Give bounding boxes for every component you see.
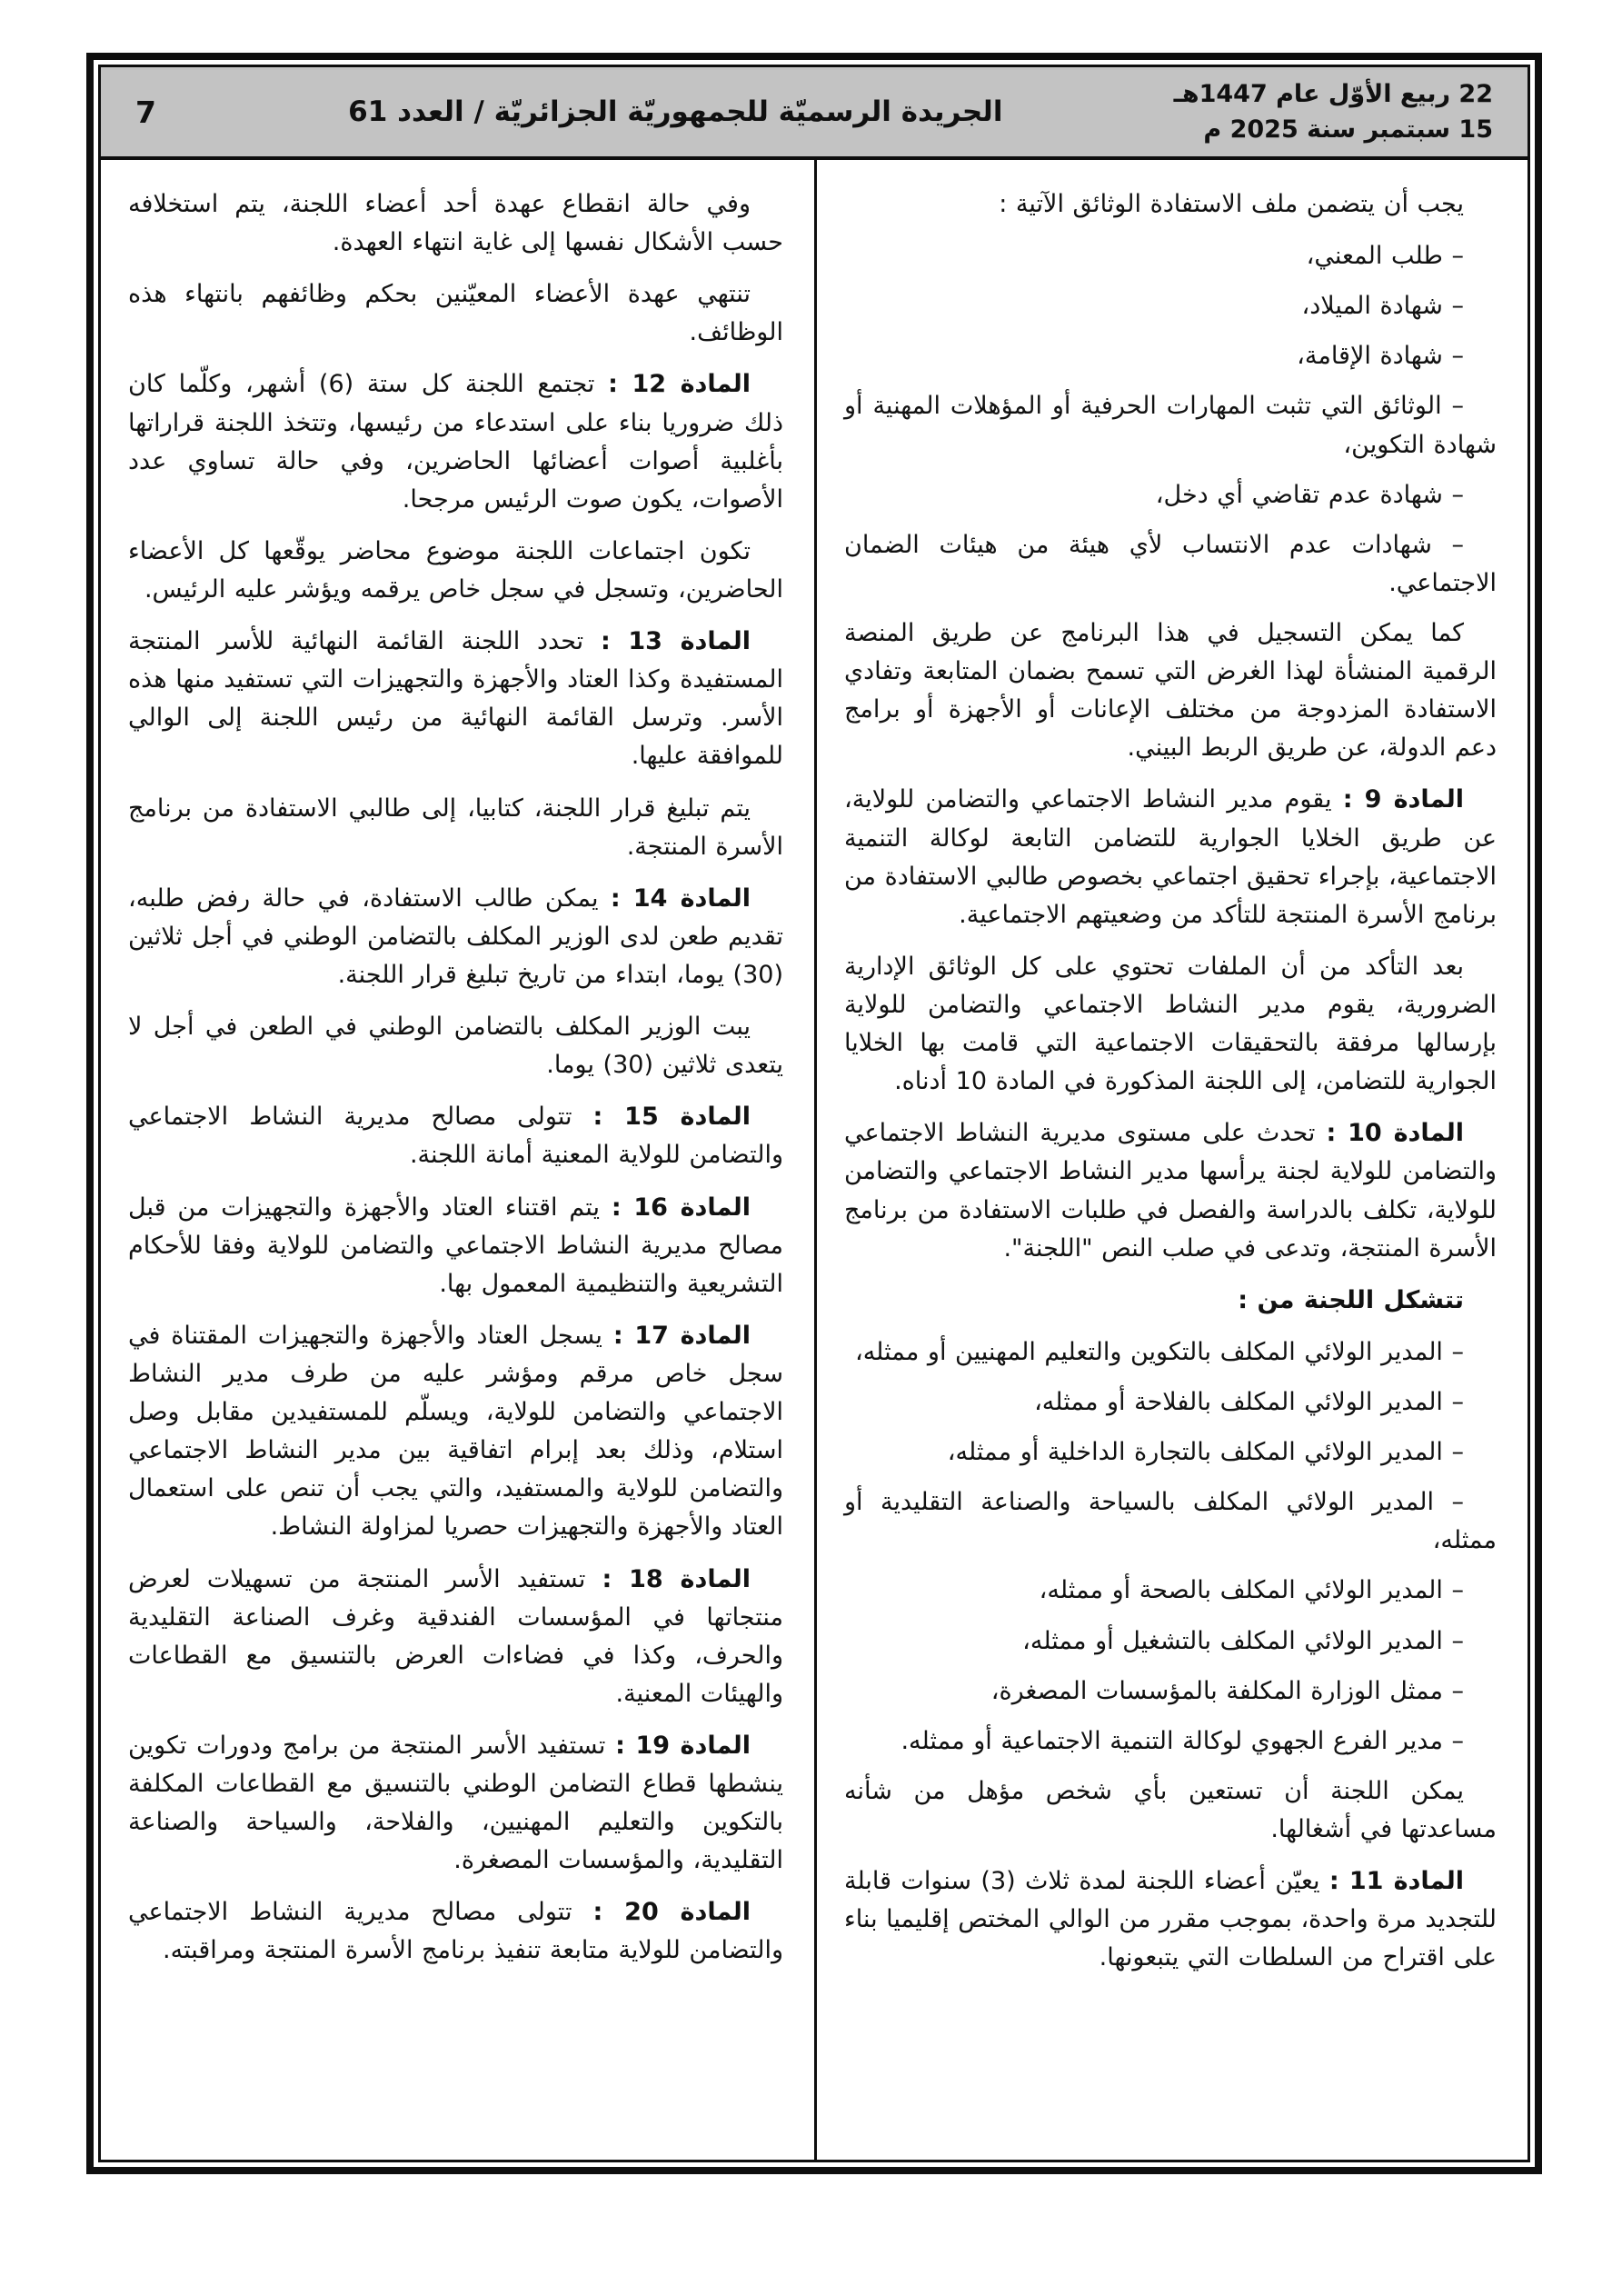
column-right: [814, 160, 1527, 2160]
article-number-label: المادة 9 :: [1342, 785, 1465, 814]
paragraph: تنتهي عهدة الأعضاء المعيّنين بحكم وظائفهم بانتهاء هذه الوظائف.: [128, 280, 783, 347]
article-paragraph: المادة 14 : يمكن طالب الاستفادة، في حالة رفض طلبه، تقديم طعن لدى الوزير المكلف بالتضامن الوطني في أجل ثلاثين (30) يوما، ابتداء من تاريخ تبليغ قرار اللجنة.: [128, 883, 783, 989]
paragraph: تكون اجتماعات اللجنة موضوع محاضر يوقّعها كل الأعضاء الحاضرين، وتسجل في سجل خاص يرقمه ويؤشر عليه الرئيس.: [128, 536, 783, 604]
article-number-label: المادة 19 :: [615, 1731, 751, 1760]
list-item: – المدير الولائي المكلف بالسياحة والصناعة التقليدية أو ممثله،: [844, 1488, 1497, 1555]
article-number-label: المادة 11 :: [1328, 1867, 1464, 1896]
list-item: – المدير الولائي المكلف بالتجارة الداخلية أو ممثله،: [947, 1438, 1464, 1467]
section-heading: تتشكل اللجنة من :: [1238, 1285, 1464, 1314]
list-item: – الوثائق التي تثبت المهارات الحرفية أو المؤهلات المهنية أو شهادة التكوين،: [844, 392, 1497, 459]
article-paragraph: المادة 17 : يسجل العتاد والأجهزة والتجهيزات المقتناة في سجل خاص مرقم ومؤشر عليه من طرف مدير النشاط الاجتماعي والتضامن للولاية، ويسلّم للمستفيدين مقابل وصل استلام، وذلك بعد إبرام اتفاقية بين مدير النشاط الاجتماعي والتضامن للولاية والمستفيد، والتي يجب أن تنص على استعمال العتاد والأجهزة والتجهيزات حصريا لمزاولة النشاط.: [128, 1321, 783, 1542]
list-item: – المدير الولائي المكلف بالفلاحة أو ممثله،: [1034, 1387, 1464, 1416]
list-item: – شهادة عدم تقاضي أي دخل،: [1155, 480, 1464, 509]
date-gregorian: 15 سبتمبر سنة 2025 م: [1203, 115, 1493, 144]
article-number-label: المادة 16 :: [611, 1193, 751, 1222]
article-number-label: المادة 17 :: [612, 1321, 751, 1350]
date-hijri: 22 ربيع الأوّل عام 1447هـ: [1173, 79, 1493, 108]
article-paragraph: المادة 19 : تستفيد الأسر المنتجة من برامج ودورات تكوين ينشطها قطاع التضامن الوطني بالتنسيق مع القطاعات المكلفة بالتكوين والتعليم المهنيين، والفلاحة، والسياحة والصناعة التقليدية، والمؤسسات المصغرة.: [128, 1731, 783, 1875]
paragraph: يجب أن يتضمن ملف الاستفادة الوثائق الآتية :: [999, 190, 1464, 218]
page-frame: [86, 53, 1542, 2174]
article-paragraph: المادة 20 : تتولى مصالح مديرية النشاط الاجتماعي والتضامن للولاية متابعة تنفيذ برنامج الأسرة المنتجة ومراقبته.: [128, 1898, 783, 1965]
article-paragraph: المادة 11 : يعيّن أعضاء اللجنة لمدة ثلاث (3) سنوات قابلة للتجديد مرة واحدة، بموجب مقرر من الوالي المختص إقليميا بناء على اقتراح من السلطات التي يتبعونها.: [844, 1867, 1497, 1972]
header-dates: [1174, 76, 1493, 147]
article-number-label: المادة 20 :: [592, 1898, 751, 1927]
paragraph: بعد التأكد من أن الملفات تحتوي على كل الوثائق الإدارية الضرورية، يقوم مدير النشاط الاجتماعي والتضامن للولاية بإرسالها مرفقة بالتحقيقات الاجتماعية التي قامت بها الخلايا الجوارية للتضامن، إلى اللجنة المذكورة في المادة 10 أدناه.: [844, 952, 1497, 1096]
list-item: – ممثل الوزارة المكلفة بالمؤسسات المصغرة،: [990, 1676, 1464, 1705]
page-number: 7: [135, 94, 156, 130]
list-item: – شهادة الإقامة،: [1297, 342, 1464, 371]
list-item: – شهادة الميلاد،: [1301, 292, 1464, 321]
page-content: [101, 160, 1527, 2160]
list-item: – مدير الفرع الجهوي لوكالة التنمية الاجتماعية أو ممثله.: [901, 1726, 1464, 1755]
article-number-label: المادة 12 :: [608, 370, 751, 399]
paragraph: يبت الوزير المكلف بالتضامن الوطني في الطعن في أجل لا يتعدى ثلاثين (30) يوما.: [128, 1013, 783, 1080]
list-item: – طلب المعني،: [1306, 242, 1464, 271]
column-left: [101, 160, 814, 2160]
journal-title: الجريدة الرسميّة للجمهوريّة الجزائريّة / العدد 61: [348, 95, 1003, 128]
article-number-label: المادة 10 :: [1326, 1119, 1465, 1148]
list-item: – المدير الولائي المكلف بالتشغيل أو ممثله،: [1022, 1626, 1464, 1655]
paragraph: كما يمكن التسجيل في هذا البرنامج عن طريق المنصة الرقمية المنشأة لهذا الغرض التي تسمح بضمان المتابعة وتفادي الاستفادة المزدوجة من مختلف الإعانات أو الأجهزة أو برامج دعم الدولة، عن طريق الربط البيني.: [844, 618, 1497, 763]
article-paragraph: المادة 9 : يقوم مدير النشاط الاجتماعي والتضامن للولاية، عن طريق الخلايا الجوارية للتضامن التابعة لوكالة التنمية الاجتماعية، بإجراء تحقيق اجتماعي بخصوص طالبي الاستفادة من برنامج الأسرة المنتجة للتأكد من وضعيتهم الاجتماعية.: [844, 785, 1497, 929]
article-number-label: المادة 13 :: [600, 627, 751, 656]
list-item: – المدير الولائي المكلف بالصحة أو ممثله،: [1039, 1576, 1464, 1605]
article-paragraph: المادة 10 : تحدث على مستوى مديرية النشاط الاجتماعي والتضامن للولاية لجنة يرأسها مدير النشاط الاجتماعي والتضامن للولاية، تكلف بالدراسة والفصل في طلبات الاستفادة من برنامج الأسرة المنتجة، وتدعى في صلب النص "اللجنة".: [844, 1119, 1497, 1263]
paragraph: وفي حالة انقطاع عهدة أحد أعضاء اللجنة، يتم استخلافه حسب الأشكال نفسها إلى غاية انتهاء العهدة.: [128, 190, 783, 257]
article-paragraph: المادة 16 : يتم اقتناء العتاد والأجهزة والتجهيزات من قبل مصالح مديرية النشاط الاجتماعي والتضامن للولاية وفقا للأحكام التشريعية والتنظيمية المعمول بها.: [128, 1193, 783, 1298]
article-number-label: المادة 18 :: [602, 1564, 751, 1593]
article-paragraph: المادة 12 : تجتمع اللجنة كل ستة (6) أشهر، وكلّما كان ذلك ضروريا بناء على استدعاء من رئيسها، وتتخذ اللجنة قراراتها بأغلبية أصوات أعضائها الحاضرين، وفي حالة تساوي عدد الأصوات، يكون صوت الرئيس مرجحا.: [128, 370, 783, 514]
page-frame-inner: [98, 65, 1530, 2162]
list-item: – شهادات عدم الانتساب لأي هيئة من هيئات الضمان الاجتماعي.: [844, 530, 1497, 597]
article-number-label: المادة 14 :: [610, 883, 751, 913]
paragraph: يتم تبليغ قرار اللجنة، كتابيا، إلى طالبي الاستفادة من برنامج الأسرة المنتجة.: [128, 794, 783, 861]
article-paragraph: المادة 18 : تستفيد الأسر المنتجة من تسهيلات لعرض منتجاتها في المؤسسات الفندقية وغرف الصناعة التقليدية والحرف، وكذا في فضاءات العرض بالتنسيق مع القطاعات والهيئات المعنية.: [128, 1564, 783, 1708]
page-header: [101, 67, 1527, 160]
article-paragraph: المادة 13 : تحدد اللجنة القائمة النهائية للأسر المنتجة المستفيدة وكذا العتاد والأجهزة والتجهيزات التي تستفيد منها هذه الأسر. وترسل القائمة النهائية من رئيس اللجنة إلى الوالي للموافقة عليها.: [128, 627, 783, 771]
paragraph: يمكن اللجنة أن تستعين بأي شخص مؤهل من شأنه مساعدتها في أشغالها.: [844, 1776, 1497, 1843]
article-number-label: المادة 15 :: [592, 1103, 751, 1132]
article-paragraph: المادة 15 : تتولى مصالح مديرية النشاط الاجتماعي والتضامن للولاية المعنية أمانة اللجنة.: [128, 1103, 783, 1170]
list-item: – المدير الولائي المكلف بالتكوين والتعليم المهنيين أو ممثله،: [854, 1337, 1464, 1366]
